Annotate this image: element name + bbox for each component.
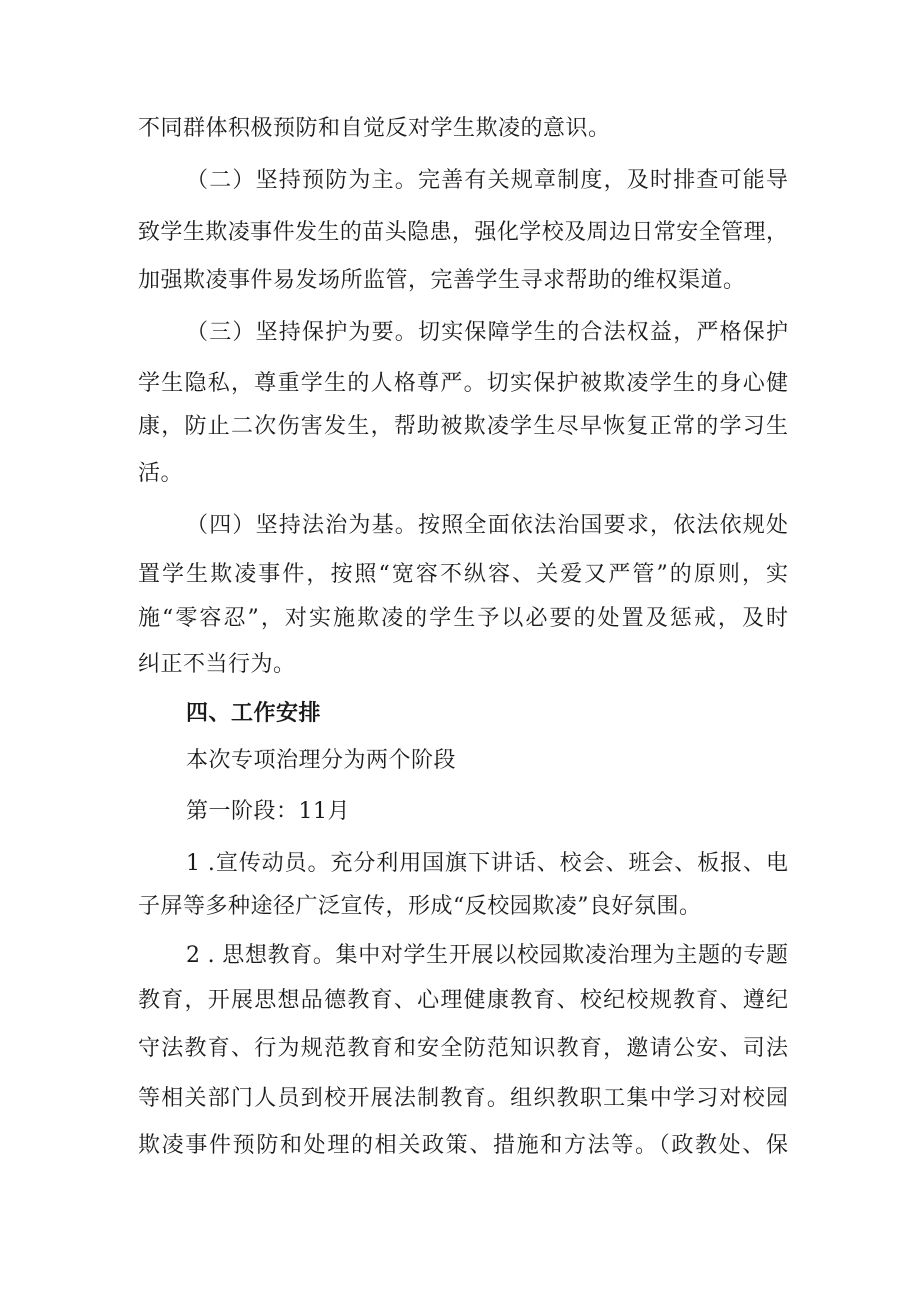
stage-one-label: 第一阶段：11月 xyxy=(186,799,350,824)
paragraph-3-line-4: 活。 xyxy=(138,461,184,486)
item-2-line-1: 2 . 思想教育。集中对学生开展以校园欺凌治理为主题的专题 xyxy=(186,943,788,968)
item-1-line-2: 子屏等多种途径广泛宣传，形成“反校园欺凌”良好氛围。 xyxy=(138,894,702,919)
paragraph-4-line-4: 纠正不当行为。 xyxy=(138,652,296,677)
item-2-line-2: 教育，开展思想品德教育、心理健康教育、校纪校规教育、遵纪 xyxy=(138,988,788,1013)
paragraph-4-line-1: （四）坚持法治为基。按照全面依法治国要求，依法依规处 xyxy=(186,513,788,538)
item-2-line-3: 守法教育、行为规范教育和安全防范知识教育，邀请公安、司法 xyxy=(138,1036,788,1061)
paragraph-4-line-2: 置学生欺凌事件，按照“宽容不纵容、关爱又严管”的原则，实 xyxy=(138,562,788,587)
section-heading: 四、工作安排 xyxy=(186,701,322,726)
paragraph-2-line-2: 致学生欺凌事件发生的苗头隐患，强化学校及周边日常安全管理， xyxy=(138,220,788,245)
item-2-line-4: 等相关部门人员到校开展法制教育。组织教职工集中学习对校园 xyxy=(138,1086,788,1111)
item-2-line-5: 欺凌事件预防和处理的相关政策、措施和方法等。（政教处、保 xyxy=(138,1133,788,1158)
paragraph-2-line-3: 加强欺凌事件易发场所监管，完善学生寻求帮助的维权渠道。 xyxy=(138,268,746,293)
paragraph-3-line-2: 学生隐私，尊重学生的人格尊严。切实保护被欺凌学生的身心健 xyxy=(138,371,788,396)
item-1-line-1: 1 .宣传动员。充分利用国旗下讲话、校会、班会、板报、电 xyxy=(186,851,788,876)
stage-intro: 本次专项治理分为两个阶段 xyxy=(186,748,457,773)
paragraph-2-line-1: （二）坚持预防为主。完善有关规章制度，及时排查可能导 xyxy=(186,168,788,193)
text-line-1: 不同群体积极预防和自觉反对学生欺凌的意识。 xyxy=(138,116,611,141)
paragraph-3-line-3: 康，防止二次伤害发生，帮助被欺凌学生尽早恢复正常的学习生 xyxy=(138,414,788,439)
paragraph-3-line-1: （三）坚持保护为要。切实保障学生的合法权益，严格保护 xyxy=(186,320,788,345)
paragraph-4-line-3: 施“零容忍”，对实施欺凌的学生予以必要的处置及惩戒，及时 xyxy=(138,606,788,631)
